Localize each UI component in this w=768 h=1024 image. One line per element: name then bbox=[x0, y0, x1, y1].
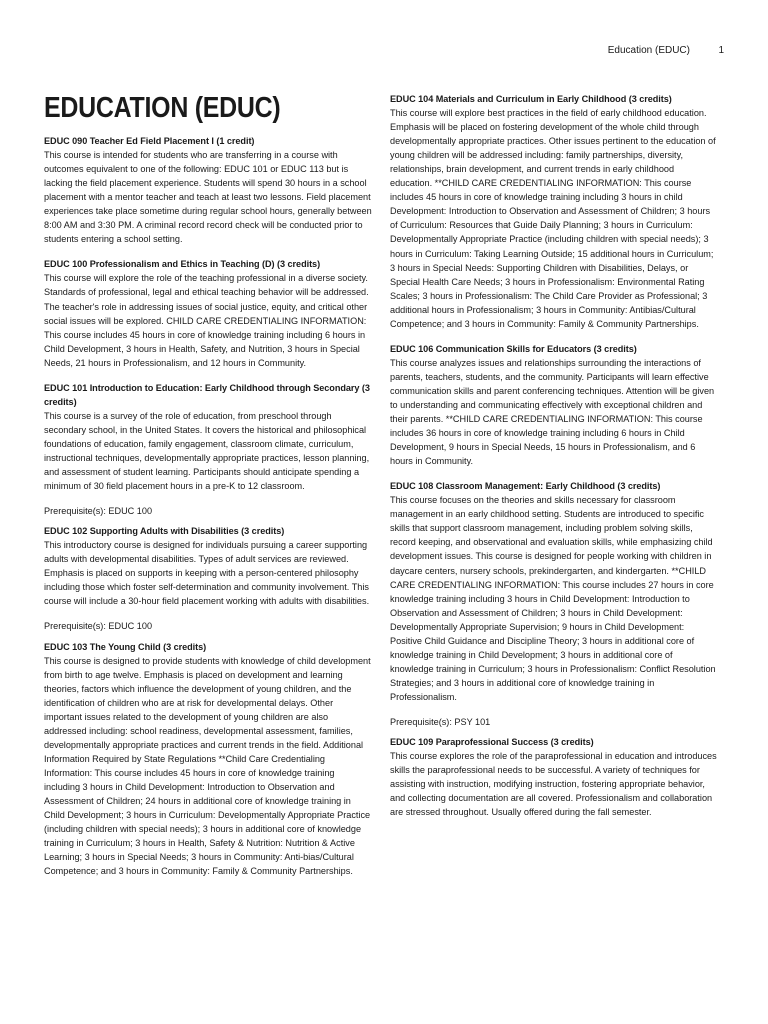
course-description: This course is intended for students who are transferring in a course with outcomes equivalent to one of the following: EDUC 101 or EDUC 113 but is lacking the field placement experience. Students will spend 30 hours in a school placement with a mentor teacher and teach at least two lessons. Field placement experiences take place sometime during regular school hours, generally between 8:00 AM and 3:30 PM. A criminal record record check will be conducted prior to students entering a school setting. bbox=[44, 150, 372, 245]
course-entry-educ-102 bbox=[44, 524, 372, 608]
course-description: This course is designed to provide students with knowledge of child development from birth to age twelve. Emphasis is placed on development and learning theories, factors which influence the development of young children, and the identification of children who are at risk for developmental delays. Other important issues related to the development of young children are also addressed including: school readiness, developmental assessment, families, developmentally appropriate practices and current trends in the field. Additional Information Required by State Regulations **Child Care Credentialing Information: This course includes 45 hours in core of knowledge training including 3 hours in Child Development: Introduction to Observation and Assessment of Children; 24 hours in additional core of knowledge training in Child Development; 3 hours in Curriculum: Developmentally Appropriate Practice (including children with special needs); 3 hours in additional core of knowledge training in Curriculum; 3 hours in Health, Safety & Nutrition: Nutrition & Active Learning; 3 hours in Special Needs; 3 hours in Community: Anti-bias/Cultural Competence; and 3 hours in Community: Family & Community Partnerships. bbox=[44, 655, 371, 877]
page-title: EDUCATION (EDUC) bbox=[44, 92, 281, 124]
course-title: EDUC 106 Communication Skills for Educators (3 credits) bbox=[390, 343, 637, 354]
prerequisite-text: Prerequisite(s): EDUC 100 bbox=[44, 621, 153, 632]
course-description: This course will explore the role of the teaching professional in a diverse society. Standards of professional, legal and ethical teaching behavior will be addressed. The teacher's role in addressing issues of social justice, equity, and critical other social issues will be explored. CHILD CARE CREDENTIALING INFORMATION: This course includes 45 hours in core of knowledge training including 6 hours in Child Development, 3 hours in Health, Safety, and Nutrition, 3 hours in Special Needs, 21 hours in Professionalism, and 12 hours in Community. bbox=[44, 273, 369, 368]
running-header bbox=[0, 44, 768, 58]
course-title: EDUC 101 Introduction to Education: Early Childhood through Secondary (3 credits) bbox=[44, 382, 370, 407]
page-number: 1 bbox=[718, 45, 724, 56]
course-description: This course focuses on the theories and skills necessary for classroom management in an early childhood setting. Students are introduced to specific skills that support classroom management, including problem solving skills, record keeping, and observational and evaluation skills, while emphasizing child development issues. This course is designed for people working with children in daycare centers, nursery schools, prekindergarten, and kindergarten. **CHILD CARE CREDENTIALING INFORMATION: This course includes 27 hours in core knowledge training including 3 hours in Child Development: Introduction to Observation and Assessment of Children; 3 hours in Child Development: Developmentally Appropriate Supervision; 9 hours in Child Development: Positive Child Guidance and Discipline Theory; 3 hours in additional core of knowledge training in Child Development; 3 hours in additional core of knowledge training in Curriculum; 3 hours in Professionalism: Conflict Resolution Strategies; and 3 hours in additional core of knowledge training in Professionalism. bbox=[390, 495, 716, 702]
course-description: This course explores the role of the paraprofessional in education and introduces skills the paraprofessional needs to be successful. A variety of techniques for assisting with instruction, modifying instruction, fostering appropriate behavior, and collecting documentation are all covered. Professionalism and collaboration are stressed throughout. Usually offered during the fall semester. bbox=[390, 751, 717, 818]
prerequisite-text: Prerequisite(s): EDUC 100 bbox=[44, 506, 153, 517]
course-title: EDUC 109 Paraprofessional Success (3 credits) bbox=[390, 737, 594, 748]
course-title: EDUC 103 The Young Child (3 credits) bbox=[44, 641, 207, 652]
course-entry-educ-103 bbox=[44, 640, 372, 879]
course-title: EDUC 104 Materials and Curriculum in Early Childhood (3 credits) bbox=[390, 94, 672, 104]
course-title: EDUC 108 Classroom Management: Early Childhood (3 credits) bbox=[390, 481, 661, 492]
course-title: EDUC 102 Supporting Adults with Disabilities (3 credits) bbox=[44, 526, 285, 537]
course-entry-educ-100 bbox=[44, 257, 372, 369]
right-column bbox=[390, 92, 718, 830]
left-column bbox=[44, 92, 372, 889]
course-entry-educ-106 bbox=[390, 342, 718, 468]
course-description: This course will explore best practices in the field of early childhood education. Emphasis will be placed on fostering development of the whole child through developmentally appropriate practices. Other issues pertinent to the education of young children will be addressed including: family partnerships, diversity, relationships, brain development, and current trends in early childhood education. **CHILD CARE CREDENTIALING INFORMATION: This course includes 45 hours in core of knowledge training including 3 hours in child Development: Introduction to Observation and Assessment of Children; 3 hours of Curriculum: Resources that Guide Daily Planning; 3 hours in Curriculum: Developmentally Appropriate Practice (including children with special needs); 3 hours in Curriculum: Taking Learning Outside; 15 additional hours in Curriculum; 3 hours in Special Needs: Supporting Children with Disabilities, Delays, or Special Health Care Needs; 3 hours in Professionalism: Environmental Rating Scales; 3 hours in Professionalism: The Child Care Provider as Professional; 3 additional hours in Professionalism; 3 hours in Community: Antibias/Cultural Competence; and 3 hours in Community: Family & Community Partnerships. bbox=[390, 108, 716, 329]
running-header-title: Education (EDUC) bbox=[607, 45, 690, 56]
course-entry-educ-101 bbox=[44, 381, 372, 493]
course-description: This course analyzes issues and relationships surrounding the interactions of parents, teachers, students, and the community. Participants will learn effective communication skills and parent conferencing techniques. Attention will be given to understanding and communicating effectively with exceptional children and their parents. **CHILD CARE CREDENTIALING INFORMATION: This course includes 36 hours in core of knowledge training including 6 hours in Child Development, 9 hours in Special Needs, 15 hours in Professionalism, and 6 hours in Community. bbox=[390, 357, 715, 467]
course-entry-educ-104 bbox=[390, 92, 718, 331]
course-description: This course is a survey of the role of education, from preschool through secondary school, in the United States. It covers the historical and philosophical foundations of education, family engagement, classroom climate, curriculum, instructional techniques, developmentally appropriate practices, lesson planning, and assessment of student learning. Participants should anticipate spending a minimum of 30 field placement hours in a pre-K to 12 classroom. bbox=[44, 410, 370, 492]
course-entry-educ-090 bbox=[44, 134, 372, 246]
course-entry-educ-109 bbox=[390, 735, 718, 819]
course-title: EDUC 090 Teacher Ed Field Placement I (1 credit) bbox=[44, 136, 255, 146]
course-description: This introductory course is designed for individuals pursuing a career supporting adults with developmental disabilities. Types of adult services are reviewed. Emphasis is placed on supports in keeping with a person-centered philosophy including those which foster self-determination and community involvement. This course will include a 30-hour field placement working with adults with disabilities. bbox=[44, 540, 370, 607]
prerequisite-text: Prerequisite(s): PSY 101 bbox=[390, 716, 491, 727]
course-title: EDUC 100 Professionalism and Ethics in Teaching (D) (3 credits) bbox=[44, 259, 321, 270]
course-entry-educ-108 bbox=[390, 479, 718, 704]
